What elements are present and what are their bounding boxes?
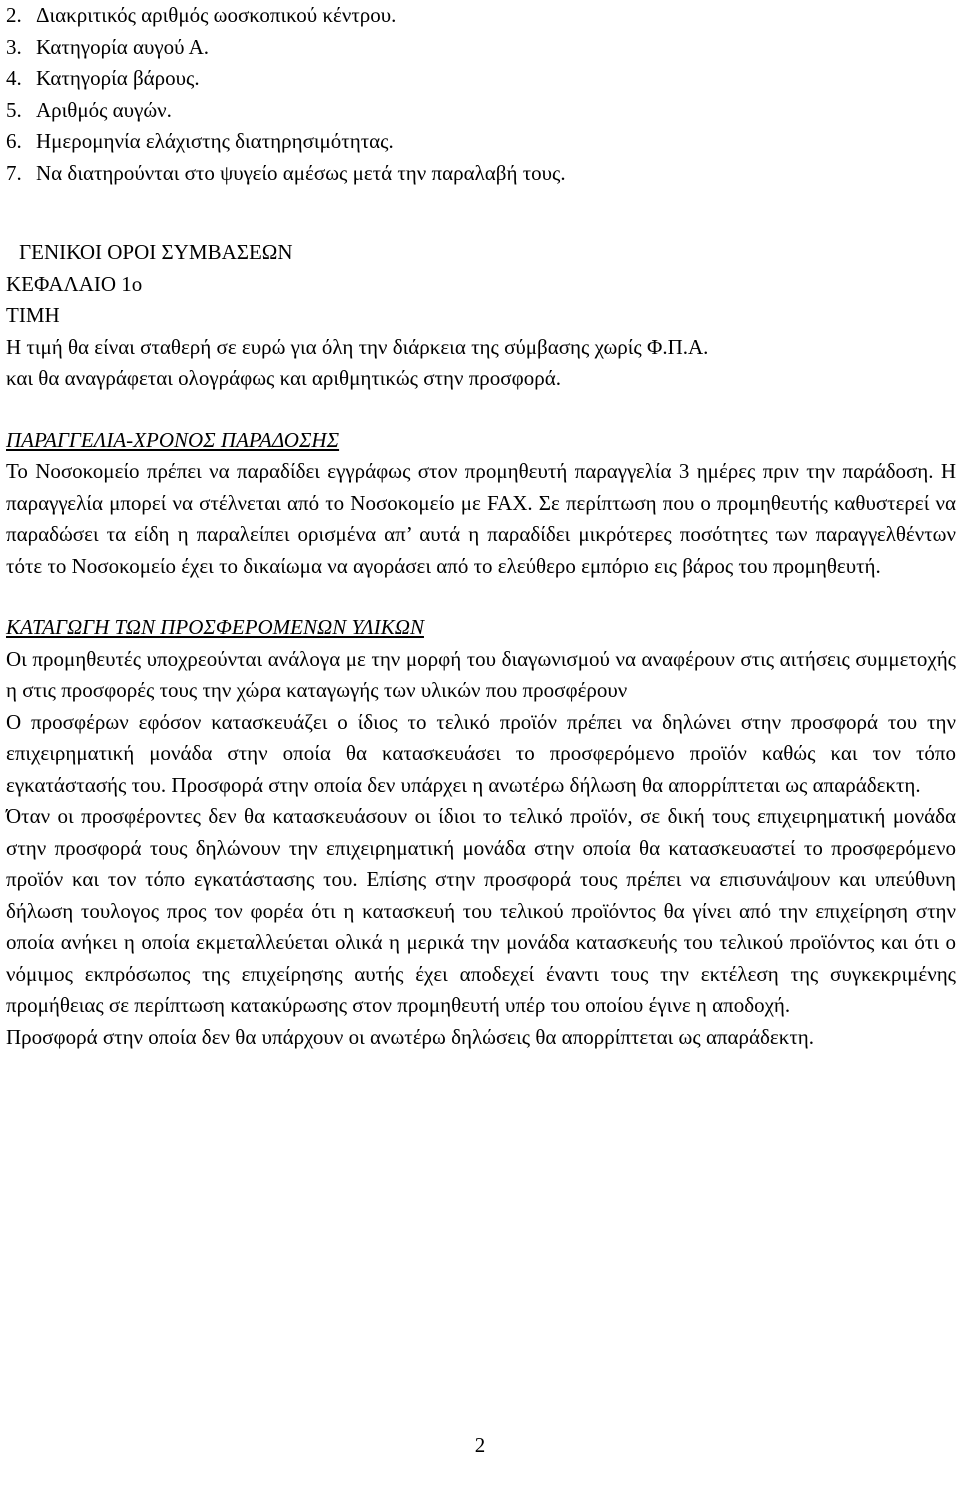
origin-section [6, 612, 956, 1053]
price-text-line-1: Η τιμή θα είναι σταθερή σε ευρώ για όλη την διάρκεια της σύμβασης χωρίς Φ.Π.Α. [6, 334, 709, 359]
origin-paragraph-1: Οι προμηθευτές υποχρεούνται ανάλογα με την μορφή του διαγωνισμού να αναφέρουν στις αιτήσεις συμμετοχής η στις προσφορές τους την χώρα καταγωγής των υλικών που προσφέρουν [6, 646, 956, 702]
document-page [6, 0, 956, 1053]
order-heading: ΠΑΡΑΓΓΕΛΙΑ-ΧΡΟΝΟΣ ΠΑΡΑΔΟΣΗΣ [6, 427, 340, 452]
list-item [6, 32, 956, 64]
list-item-text: Διακριτικός αριθμός ωοσκοπικού κέντρου. [36, 3, 397, 27]
list-item [6, 0, 956, 32]
list-item-number: 7. [6, 160, 22, 185]
list-item-number: 2. [6, 3, 22, 27]
general-terms-block [6, 237, 956, 395]
list-item-text: Κατηγορία βάρους. [36, 66, 200, 90]
origin-paragraph-4: Προσφορά στην οποία δεν θα υπάρχουν οι ανωτέρω δηλώσεις θα απορρίπτεται ως απαράδεκτη. [6, 1024, 814, 1049]
list-item-text: Ημερομηνία ελάχιστης διατηρησιμότητας. [36, 129, 394, 153]
list-item [6, 95, 956, 127]
order-paragraph: Το Νοσοκομείο πρέπει να παραδίδει εγγράφως στον προμηθευτή παραγγελία 3 ημέρες πριν την παράδοση. Η παραγγελία μπορεί να στέλνεται από το Νοσοκομείο με FAX. Σε περίπτωση που ο προμηθευτής καθυστερεί να παραδώσει τα είδη η παραλείπει ορισμένα απ’ αυτά η παραδίδει μικρότερες ποσότητες των παραγγελθέντων τότε το Νοσοκομείο έχει το δικαίωμα να αγοράσει από το ελεύθερο εμπόριο εις βάρος του προμηθευτή. [6, 459, 956, 578]
chapter-heading: ΚΕΦΑΛΑΙΟ 1ο [6, 271, 143, 296]
numbered-list [6, 0, 956, 189]
list-item-text: Κατηγορία αυγού Α. [36, 34, 210, 59]
list-item-number: 6. [6, 129, 22, 153]
list-item-number: 4. [6, 66, 22, 90]
list-item [6, 63, 956, 95]
list-item-number: 5. [6, 97, 22, 122]
list-item [6, 126, 956, 158]
general-terms-title: ΓΕΝΙΚΟΙ ΟΡΟΙ ΣΥΜΒΑΣΕΩΝ [19, 240, 293, 264]
origin-paragraph-2: Ο προσφέρων εφόσον κατασκευάζει ο ίδιος το τελικό προϊόν πρέπει να δηλώνει στην προσφορά του την επιχειρηματική μονάδα στην οποία θα κατασκευάσει το προσφερόμενο προϊόν καθώς και τον τόπο εγκατάστασής του. Προσφορά στην οποία δεν υπάρχει η ανωτέρω δήλωση θα απορρίπτεται ως απαράδεκτη. [6, 709, 956, 797]
list-item-number: 3. [6, 34, 22, 59]
origin-paragraph-3: Όταν οι προσφέροντες δεν θα κατασκευάσουν οι ίδιοι το τελικό προϊόν, σε δική τους επιχειρηματική μονάδα στην προσφορά τους δηλώνουν την επιχειρηματική μονάδα στην οποία θα κατασκευαστεί το προσφερόμενο προϊόν και τον τόπο εγκατάστασης του. Επίσης στην προσφορά τους πρέπει να επισυνάψουν και υπεύθυνη δήλωση τουλογος προς τον φορέα ότι η κατασκευή του τελικού προϊόντος θα γίνει από την επιχείρηση στην οποία ανήκει η οποία εκμεταλλεύεται ολικά η μερικά την μονάδα κατασκευής του τελικού προϊόντος και ότι ο νόμιμος εκπρόσωπος της επιχείρησης αυτής έχει αποδεχεί έναντι τους την εκτέλεση της συγκεκριμένης προμήθειας σε περίπτωση κατακύρωσης στον προμηθευτή υπέρ του οποίου έγινε η αποδοχή. [6, 804, 956, 1017]
price-heading: ΤΙΜΗ [6, 303, 60, 327]
origin-heading: ΚΑΤΑΓΩΓΗ ΤΩΝ ΠΡΟΣΦΕΡΟΜΕΝΩΝ ΥΛΙΚΩΝ [6, 615, 424, 639]
order-section [6, 425, 956, 583]
list-item-text: Αριθμός αυγών. [36, 97, 172, 122]
list-item [6, 158, 956, 190]
page-number: 2 [474, 1433, 486, 1457]
list-item-text: Να διατηρούνται στο ψυγείο αμέσως μετά την παραλαβή τους. [36, 160, 566, 185]
price-text-line-2: και θα αναγράφεται ολογράφως και αριθμητικώς στην προσφορά. [6, 366, 561, 390]
